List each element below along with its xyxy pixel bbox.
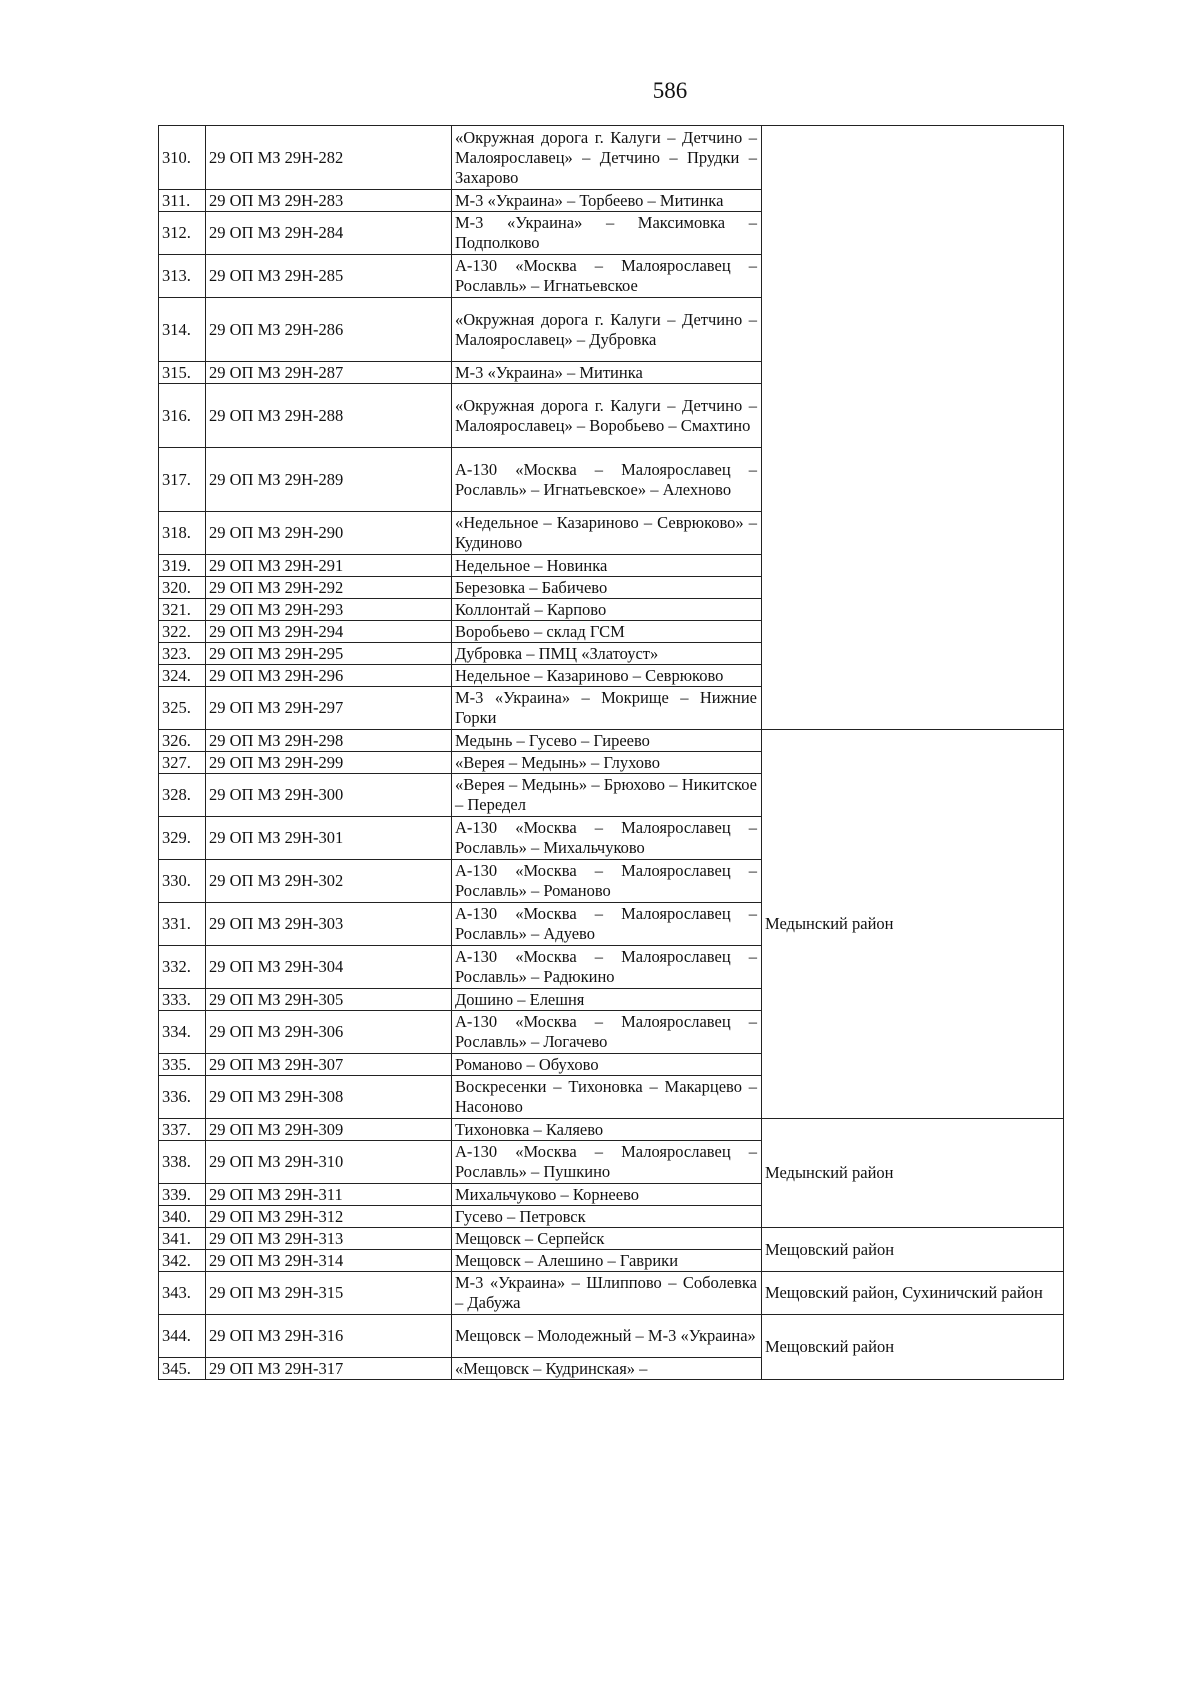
row-number: 339. bbox=[159, 1184, 206, 1206]
road-name: М-3 «Украина» – Максимовка – Подполково bbox=[452, 212, 762, 255]
row-number: 332. bbox=[159, 946, 206, 989]
row-number: 338. bbox=[159, 1141, 206, 1184]
row-number: 318. bbox=[159, 512, 206, 555]
table-row bbox=[159, 730, 1064, 752]
road-name: Тихоновка – Каляево bbox=[452, 1119, 762, 1141]
table-row bbox=[159, 126, 1064, 190]
road-name: Мещовск – Молодежный – М-3 «Украина» bbox=[452, 1315, 762, 1358]
road-name: Березовка – Бабичево bbox=[452, 577, 762, 599]
row-number: 344. bbox=[159, 1315, 206, 1358]
road-code: 29 ОП МЗ 29Н-293 bbox=[206, 599, 452, 621]
road-code: 29 ОП МЗ 29Н-304 bbox=[206, 946, 452, 989]
road-name: А-130 «Москва – Малоярославец – Рославль» – Михальчуково bbox=[452, 817, 762, 860]
road-code: 29 ОП МЗ 29Н-308 bbox=[206, 1076, 452, 1119]
road-code: 29 ОП МЗ 29Н-294 bbox=[206, 621, 452, 643]
road-code: 29 ОП МЗ 29Н-305 bbox=[206, 989, 452, 1011]
road-code: 29 ОП МЗ 29Н-298 bbox=[206, 730, 452, 752]
road-code: 29 ОП МЗ 29Н-299 bbox=[206, 752, 452, 774]
road-name: А-130 «Москва – Малоярославец – Рославль» – Логачево bbox=[452, 1011, 762, 1054]
road-code: 29 ОП МЗ 29Н-289 bbox=[206, 448, 452, 512]
road-code: 29 ОП МЗ 29Н-296 bbox=[206, 665, 452, 687]
table-row bbox=[159, 1119, 1064, 1141]
road-name: М-3 «Украина» – Мокрище – Нижние Горки bbox=[452, 687, 762, 730]
road-name: «Верея – Медынь» – Глухово bbox=[452, 752, 762, 774]
row-number: 311. bbox=[159, 190, 206, 212]
road-name: «Окружная дорога г. Калуги – Детчино – Малоярославец» – Детчино – Прудки – Захарово bbox=[452, 126, 762, 190]
district-cell: Медынский район bbox=[762, 730, 1064, 1119]
road-name: Воскресенки – Тихоновка – Макарцево – Насоново bbox=[452, 1076, 762, 1119]
road-code: 29 ОП МЗ 29Н-303 bbox=[206, 903, 452, 946]
road-name: «Окружная дорога г. Калуги – Детчино – Малоярославец» – Дубровка bbox=[452, 298, 762, 362]
road-code: 29 ОП МЗ 29Н-295 bbox=[206, 643, 452, 665]
road-code: 29 ОП МЗ 29Н-313 bbox=[206, 1228, 452, 1250]
road-code: 29 ОП МЗ 29Н-297 bbox=[206, 687, 452, 730]
road-name: Недельное – Казариново – Севрюково bbox=[452, 665, 762, 687]
road-name: Гусево – Петровск bbox=[452, 1206, 762, 1228]
row-number: 314. bbox=[159, 298, 206, 362]
road-code: 29 ОП МЗ 29Н-288 bbox=[206, 384, 452, 448]
row-number: 315. bbox=[159, 362, 206, 384]
row-number: 335. bbox=[159, 1054, 206, 1076]
road-code: 29 ОП МЗ 29Н-314 bbox=[206, 1250, 452, 1272]
row-number: 345. bbox=[159, 1358, 206, 1380]
road-name: Романово – Обухово bbox=[452, 1054, 762, 1076]
row-number: 316. bbox=[159, 384, 206, 448]
row-number: 343. bbox=[159, 1272, 206, 1315]
road-code: 29 ОП МЗ 29Н-284 bbox=[206, 212, 452, 255]
road-code: 29 ОП МЗ 29Н-290 bbox=[206, 512, 452, 555]
road-name: «Недельное – Казариново – Севрюково» – Кудиново bbox=[452, 512, 762, 555]
road-name: А-130 «Москва – Малоярославец – Рославль» – Романово bbox=[452, 860, 762, 903]
row-number: 324. bbox=[159, 665, 206, 687]
row-number: 331. bbox=[159, 903, 206, 946]
road-name: А-130 «Москва – Малоярославец – Рославль» – Адуево bbox=[452, 903, 762, 946]
page-number: 586 bbox=[652, 78, 688, 103]
road-code: 29 ОП МЗ 29Н-282 bbox=[206, 126, 452, 190]
road-code: 29 ОП МЗ 29Н-285 bbox=[206, 255, 452, 298]
road-code: 29 ОП МЗ 29Н-311 bbox=[206, 1184, 452, 1206]
road-code: 29 ОП МЗ 29Н-286 bbox=[206, 298, 452, 362]
road-code: 29 ОП МЗ 29Н-312 bbox=[206, 1206, 452, 1228]
district-cell: Мещовский район bbox=[762, 1315, 1064, 1380]
road-code: 29 ОП МЗ 29Н-287 bbox=[206, 362, 452, 384]
road-name: Коллонтай – Карпово bbox=[452, 599, 762, 621]
row-number: 326. bbox=[159, 730, 206, 752]
row-number: 321. bbox=[159, 599, 206, 621]
road-name: Медынь – Гусево – Гиреево bbox=[452, 730, 762, 752]
road-name: «Верея – Медынь» – Брюхово – Никитское – Передел bbox=[452, 774, 762, 817]
road-code: 29 ОП МЗ 29Н-292 bbox=[206, 577, 452, 599]
row-number: 317. bbox=[159, 448, 206, 512]
road-name: М-3 «Украина» – Шлиппово – Соболевка – Дабужа bbox=[452, 1272, 762, 1315]
roads-table-body bbox=[159, 126, 1064, 1380]
road-name: Мещовск – Алешино – Гаврики bbox=[452, 1250, 762, 1272]
row-number: 341. bbox=[159, 1228, 206, 1250]
road-name: А-130 «Москва – Малоярославец – Рославль» – Радюкино bbox=[452, 946, 762, 989]
road-name: Дошино – Елешня bbox=[452, 989, 762, 1011]
row-number: 312. bbox=[159, 212, 206, 255]
row-number: 336. bbox=[159, 1076, 206, 1119]
row-number: 340. bbox=[159, 1206, 206, 1228]
district-cell: Медынский район bbox=[762, 1119, 1064, 1228]
table-row bbox=[159, 1315, 1064, 1358]
road-name: Недельное – Новинка bbox=[452, 555, 762, 577]
row-number: 319. bbox=[159, 555, 206, 577]
road-code: 29 ОП МЗ 29Н-315 bbox=[206, 1272, 452, 1315]
row-number: 328. bbox=[159, 774, 206, 817]
road-code: 29 ОП МЗ 29Н-307 bbox=[206, 1054, 452, 1076]
row-number: 323. bbox=[159, 643, 206, 665]
row-number: 334. bbox=[159, 1011, 206, 1054]
table-row bbox=[159, 1272, 1064, 1315]
district-cell: Мещовский район bbox=[762, 1228, 1064, 1272]
row-number: 310. bbox=[159, 126, 206, 190]
road-name: М-3 «Украина» – Торбеево – Митинка bbox=[452, 190, 762, 212]
row-number: 342. bbox=[159, 1250, 206, 1272]
road-name: А-130 «Москва – Малоярославец – Рославль» – Игнатьевское bbox=[452, 255, 762, 298]
road-code: 29 ОП МЗ 29Н-316 bbox=[206, 1315, 452, 1358]
row-number: 333. bbox=[159, 989, 206, 1011]
road-name: Михальчуково – Корнеево bbox=[452, 1184, 762, 1206]
road-name: А-130 «Москва – Малоярославец – Рославль» – Пушкино bbox=[452, 1141, 762, 1184]
row-number: 337. bbox=[159, 1119, 206, 1141]
road-name: А-130 «Москва – Малоярославец – Рославль» – Игнатьевское» – Алехново bbox=[452, 448, 762, 512]
table-row bbox=[159, 1228, 1064, 1250]
district-cell bbox=[762, 126, 1064, 730]
road-code: 29 ОП МЗ 29Н-291 bbox=[206, 555, 452, 577]
road-name: М-3 «Украина» – Митинка bbox=[452, 362, 762, 384]
road-code: 29 ОП МЗ 29Н-301 bbox=[206, 817, 452, 860]
road-name: Дубровка – ПМЦ «Златоуст» bbox=[452, 643, 762, 665]
road-name: Воробьево – склад ГСМ bbox=[452, 621, 762, 643]
road-code: 29 ОП МЗ 29Н-300 bbox=[206, 774, 452, 817]
road-code: 29 ОП МЗ 29Н-310 bbox=[206, 1141, 452, 1184]
row-number: 322. bbox=[159, 621, 206, 643]
road-code: 29 ОП МЗ 29Н-306 bbox=[206, 1011, 452, 1054]
road-code: 29 ОП МЗ 29Н-283 bbox=[206, 190, 452, 212]
road-name: «Окружная дорога г. Калуги – Детчино – Малоярославец» – Воробьево – Смахтино bbox=[452, 384, 762, 448]
row-number: 329. bbox=[159, 817, 206, 860]
row-number: 320. bbox=[159, 577, 206, 599]
row-number: 313. bbox=[159, 255, 206, 298]
road-name: Мещовск – Серпейск bbox=[452, 1228, 762, 1250]
district-cell: Мещовский район, Сухиничский район bbox=[762, 1272, 1064, 1315]
road-code: 29 ОП МЗ 29Н-317 bbox=[206, 1358, 452, 1380]
row-number: 327. bbox=[159, 752, 206, 774]
road-code: 29 ОП МЗ 29Н-309 bbox=[206, 1119, 452, 1141]
row-number: 330. bbox=[159, 860, 206, 903]
road-code: 29 ОП МЗ 29Н-302 bbox=[206, 860, 452, 903]
road-name: «Мещовск – Кудринская» – bbox=[452, 1358, 762, 1380]
roads-table bbox=[158, 125, 1064, 1380]
row-number: 325. bbox=[159, 687, 206, 730]
